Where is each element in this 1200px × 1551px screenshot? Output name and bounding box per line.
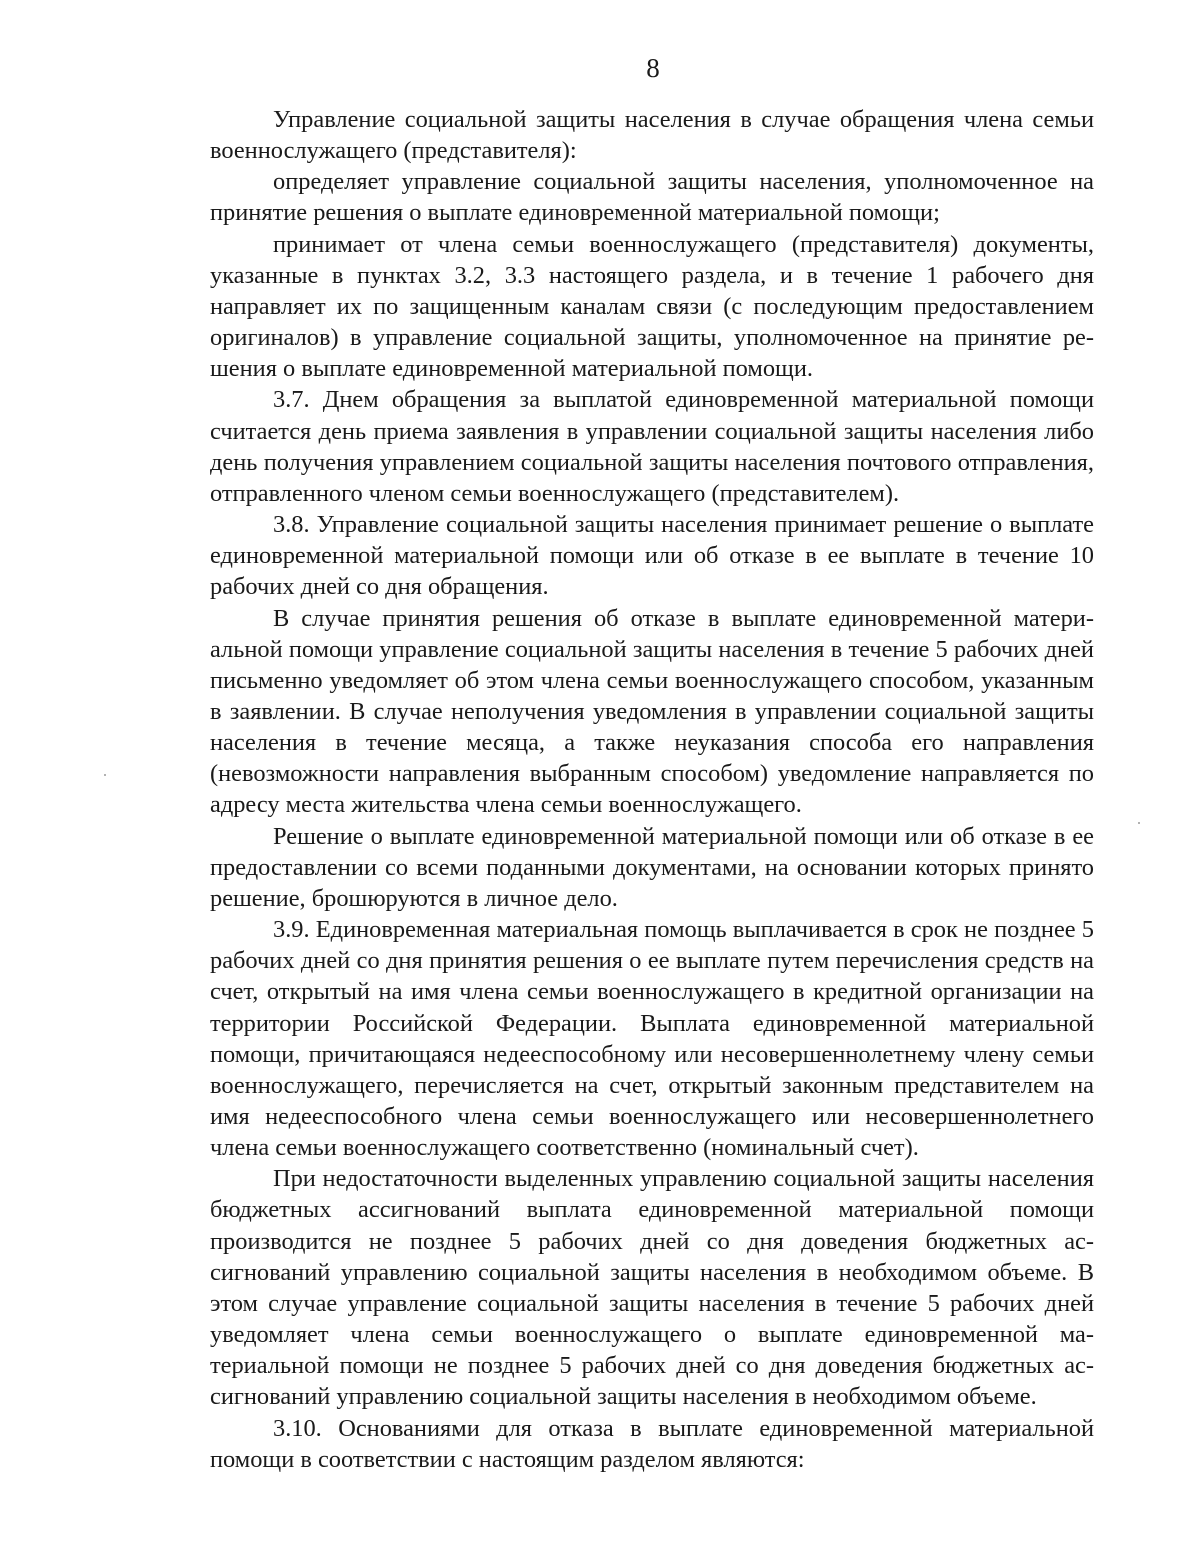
paragraph-determines: определяет управление социальной защиты населения, уполномоченное на принятие решения о выплате единовременной материальной помощи; xyxy=(210,168,1094,227)
document-body xyxy=(210,104,1094,1475)
paragraph-3-9: 3.9. Единовременная материальная помощь выплачивается в срок не позднее 5 рабочих дней со дня принятия решения о ее выплате путем перечисления средств на счет, открытый на имя члена семьи военнослужащего в кредитной организации на территории Российской Федерации. Выплата единовременной материальной помощи, причитающаяся недееспособному или несовершеннолетнему члену семьи военнослужащего, перечисляется на счет, открытый законным представителем на имя недееспособного члена семьи военнослужащего или несовершеннолетнего члена семьи военнослужащего соответственно (номинальный счет). xyxy=(210,916,1094,1162)
paragraph-accepts: принимает от члена семьи военнослужащего (представителя) документы, указанные в пунктах 3.2, 3.3 настоящего раздела, и в течение 1 рабочего дня направляет их по защищенным каналам связи (с последующим предоставлением оригиналов) в управление социальной защиты, уполномоченное на принятие решения о выплате единовременной материальной помощи. xyxy=(210,230,1094,383)
scan-speck xyxy=(104,774,106,776)
paragraph-intro: Управление социальной защиты населения в случае обращения члена семьи военнослужащего (представителя): xyxy=(210,106,1094,165)
paragraph-3-7: 3.7. Днем обращения за выплатой единовременной материальной помощи считается день приема заявления в управлении социальной защиты населения либо день получения управлением социальной защиты населения почтового отправления, отправленного членом семьи военнослужащего (представителем). xyxy=(210,386,1094,507)
paragraph-refusal-notice: В случае принятия решения об отказе в выплате единовременной материальной помощи управление социальной защиты населения в течение 5 рабочих дней письменно уведомляет об этом члена семьи военнослужащего способом, указанным в заявлении. В случае неполучения уведомления в управлении социальной защиты населения в течение месяца, а также неуказания способа его направления (невозможности направления выбранным способом) уведомление направляется по адресу места жительства члена семьи военнослужащего. xyxy=(210,604,1094,819)
scan-speck xyxy=(1138,822,1140,824)
paragraph-3-10: 3.10. Основаниями для отказа в выплате единовременной материальной помощи в соответствии с настоящим разделом являются: xyxy=(210,1414,1094,1473)
paragraph-insufficient-funds: При недостаточности выделенных управлению социальной защиты населения бюджетных ассигнований выплата единовременной материальной помощи производится не позднее 5 рабочих дней со дня доведения бюджетных ассигнований управлению социальной защиты населения в необходимом объеме. В этом случае управление социальной защиты населения в течение 5 рабочих дней уведомляет члена семьи военнослужащего о выплате единовременной материальной помощи не позднее 5 рабочих дней со дня доведения бюджетных ассигнований управлению социальной защиты населения в необходимом объеме. xyxy=(210,1165,1094,1411)
paragraph-3-8: 3.8. Управление социальной защиты населения принимает решение о выплате единовременной материальной помощи или об отказе в ее выплате в течение 10 рабочих дней со дня обращения. xyxy=(210,511,1094,601)
paragraph-personal-file: Решение о выплате единовременной материальной помощи или об отказе в ее предоставлении со всеми поданными документами, на основании которых принято решение, брошюруются в личное дело. xyxy=(210,822,1094,912)
page-number: 8 xyxy=(646,53,660,83)
